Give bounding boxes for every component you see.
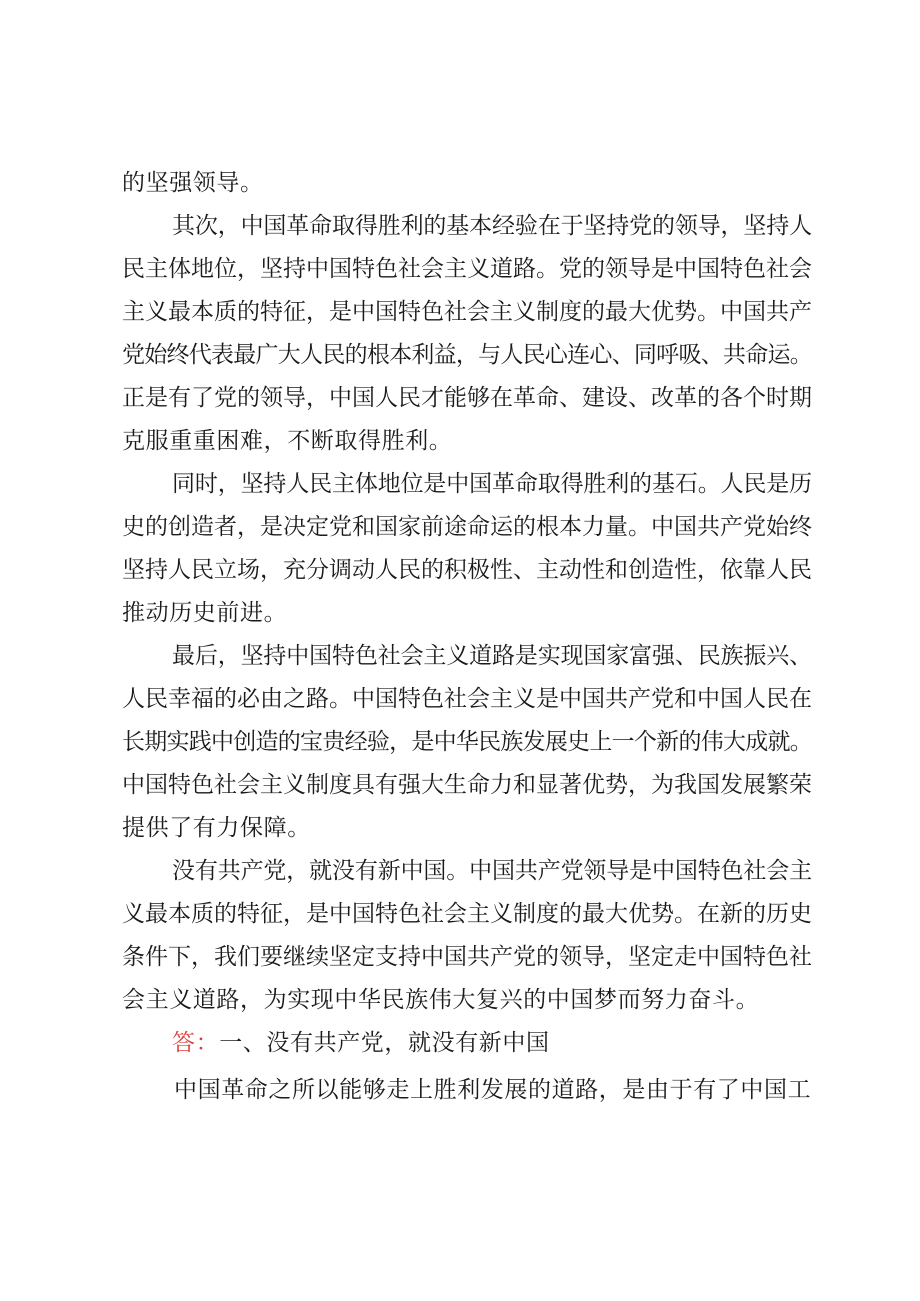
text-line: 推动历史前进。 xyxy=(122,600,288,626)
answer-heading xyxy=(122,1022,812,1065)
text-line: 条件下，我们要继续坚定支持中国共产党的领导，坚定走中国特色社 xyxy=(122,944,812,970)
text-line: 其次，中国革命取得胜利的基本经验在于坚持党的领导，坚持人 xyxy=(172,213,812,239)
text-line: 长期实践中创造的宝贵经验，是中华民族发展史上一个新的伟大成就。 xyxy=(122,729,812,755)
text-line: 没有共产党，就没有新中国。中国共产党领导是中国特色社会主 xyxy=(172,858,812,884)
text-line: 的坚强领导。 xyxy=(122,170,264,196)
text-line: 人民幸福的必由之路。中国特色社会主义是中国共产党和中国人民在 xyxy=(122,686,812,712)
text-line: 中国特色社会主义制度具有强大生命力和显著优势，为我国发展繁荣 xyxy=(122,772,812,798)
text-line: 同时，坚持人民主体地位是中国革命取得胜利的基石。人民是历 xyxy=(172,471,812,497)
text-line: 提供了有力保障。 xyxy=(122,815,311,841)
text-line: 正是有了党的领导，中国人民才能够在革命、建设、改革的各个时期 xyxy=(122,385,812,411)
text-line: 党始终代表最广大人民的根本利益，与人民心连心、同呼吸、共命运。 xyxy=(122,342,812,368)
answer-label: 答： xyxy=(172,1030,220,1056)
document-body xyxy=(122,162,812,1112)
text-line: 主义最本质的特征，是中国特色社会主义制度的最大优势。中国共产 xyxy=(122,299,812,325)
text-line: 民主体地位，坚持中国特色社会主义道路。党的领导是中国特色社会 xyxy=(122,256,812,282)
text-line: 会主义道路，为实现中华民族伟大复兴的中国梦而努力奋斗。 xyxy=(122,987,760,1013)
text-line: 坚持人民立场，充分调动人民的积极性、主动性和创造性，依靠人民 xyxy=(122,557,812,583)
text-line: 史的创造者，是决定党和国家前途命运的根本力量。中国共产党始终 xyxy=(122,514,812,540)
answer-heading-text: 一、没有共产党，就没有新中国 xyxy=(219,1030,550,1056)
text-line: 克服重重困难，不断取得胜利。 xyxy=(122,428,453,454)
text-line: 义最本质的特征，是中国特色社会主义制度的最大优势。在新的历史 xyxy=(122,901,812,927)
text-line: 中国革命之所以能够走上胜利发展的道路，是由于有了中国工 xyxy=(174,1077,812,1103)
text-line: 最后，坚持中国特色社会主义道路是实现国家富强、民族振兴、 xyxy=(172,643,812,669)
